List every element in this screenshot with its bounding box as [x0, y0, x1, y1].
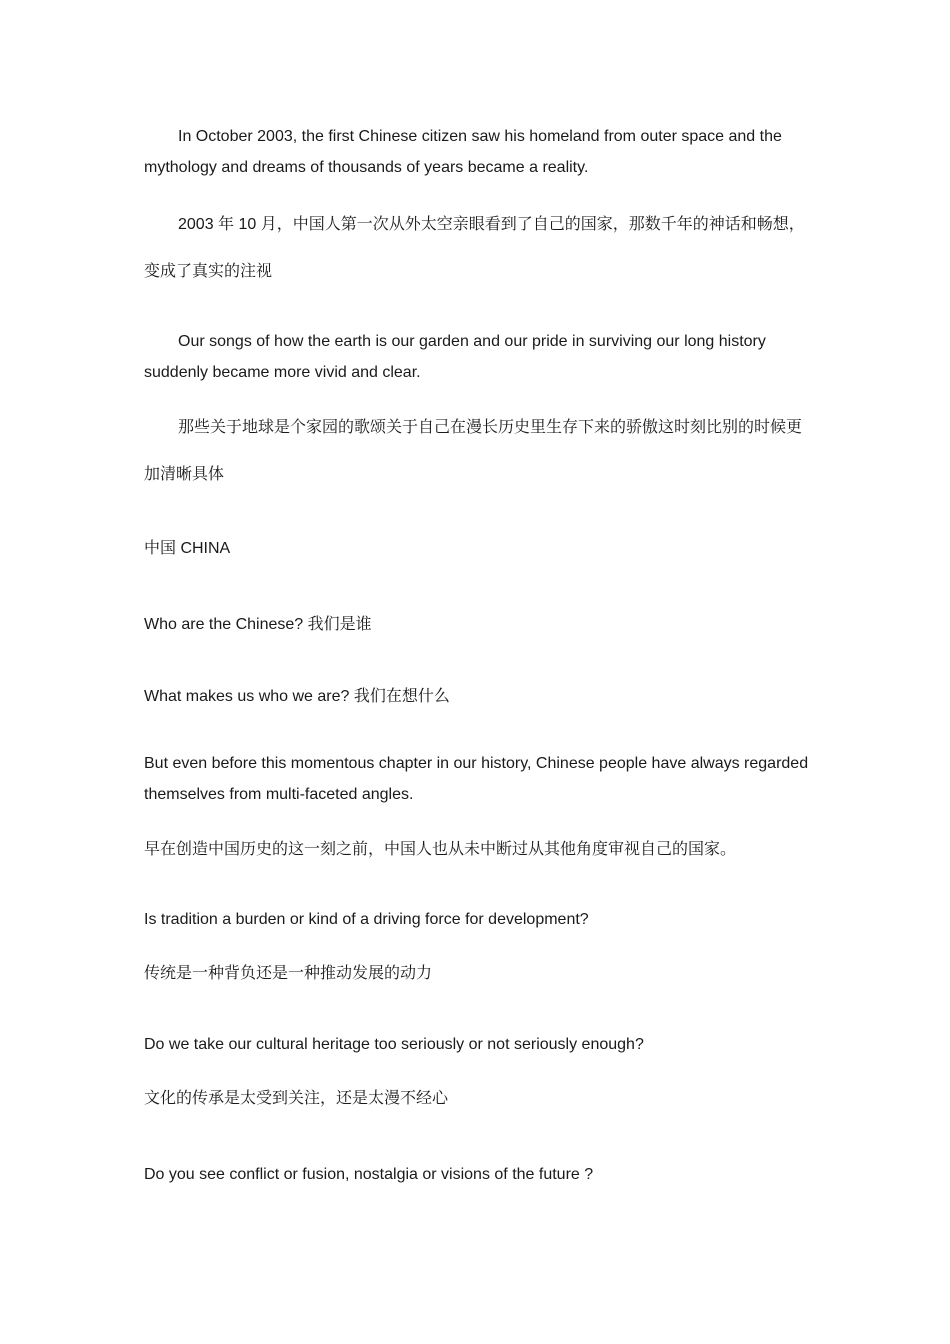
paragraph-space-flight-zh: 2003 年 10 月，中国人第一次从外太空亲眼看到了自己的国家，那数千年的神话和畅想，变成了真实的注视 [144, 216, 805, 280]
question-tradition-zh: 传统是一种背负还是一种推动发展的动力 [144, 965, 433, 982]
question-heritage-zh: 文化的传承是太受到关注，还是太漫不经心 [144, 1090, 449, 1107]
question-what-makes-us: What makes us who we are? 我们在想什么 [144, 688, 450, 705]
paragraph-space-flight-en: In October 2003, the first Chinese citizen saw his homeland from outer space and the mythology and dreams of thousands of years became a reality. [144, 128, 782, 176]
paragraph-songs-en: Our songs of how the earth is our garden and our pride in surviving our long history suddenly became more vivid and clear. [144, 333, 766, 381]
paragraph-songs-zh: 那些关于地球是个家园的歌颂关于自己在漫长历史里生存下来的骄傲这时刻比别的时候更加清晰具体 [144, 419, 803, 483]
question-conflict-fusion: Do you see conflict or fusion, nostalgia or visions of the future ? [144, 1166, 594, 1183]
paragraph-momentous-zh: 早在创造中国历史的这一刻之前，中国人也从未中断过从其他角度审视自己的国家。 [144, 841, 737, 858]
question-tradition-en: Is tradition a burden or kind of a driving force for development? [144, 911, 589, 928]
section-heading-china: 中国 CHINA [144, 540, 231, 557]
question-heritage-en: Do we take our cultural heritage too seriously or not seriously enough? [144, 1036, 644, 1053]
paragraph-momentous-en: But even before this momentous chapter in our history, Chinese people have always regarded themselves from multi-faceted angles. [144, 755, 809, 803]
question-who-are-chinese: Who are the Chinese? 我们是谁 [144, 616, 372, 633]
